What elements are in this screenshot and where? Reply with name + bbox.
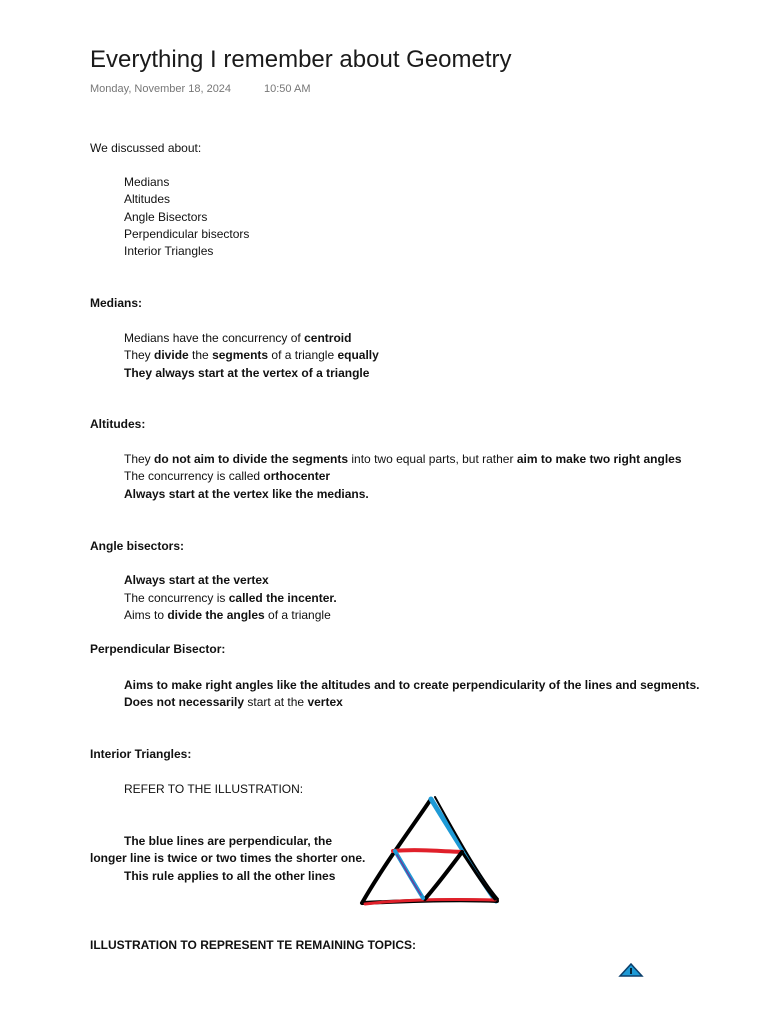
angle-bisectors-line-1: Always start at the vertex: [124, 573, 269, 587]
interior-triangle-drawing: [355, 793, 505, 911]
perpendicular-bisector-line-1: Aims to make right angles like the altitudes and to create perpendicularity of the lines and segments.: [124, 678, 700, 692]
medians-line-1: [124, 330, 351, 346]
perpendicular-bisector-line-2: [124, 694, 343, 710]
text-run-bold: do not aim to divide the segments: [154, 452, 349, 466]
midsegment-red-line: [393, 850, 462, 852]
refer-illustration-text: REFER TO THE ILLUSTRATION:: [124, 782, 304, 796]
text-run: start at the: [244, 695, 308, 709]
altitudes-line-1: [124, 451, 682, 467]
remaining-topics-heading: ILLUSTRATION TO REPRESENT TE REMAINING TOPICS:: [90, 938, 417, 952]
text-run: of a triangle: [264, 608, 331, 622]
partial-triangle-drawing: [618, 962, 644, 978]
inner-purple-line: [397, 855, 421, 895]
altitudes-line-3: Always start at the vertex like the medians.: [124, 487, 369, 501]
medians-line-3: They always start at the vertex of a triangle: [124, 366, 370, 380]
altitudes-line-2: [124, 468, 330, 484]
topic-item: Medians: [124, 175, 170, 189]
text-run-bold: called the incenter.: [228, 591, 337, 605]
text-run-bold: orthocenter: [263, 469, 331, 483]
interior-triangles-heading: Interior Triangles:: [90, 747, 192, 761]
text-run-bold: aim to make two right angles: [516, 452, 682, 466]
intro-heading: We discussed about:: [90, 141, 202, 155]
medians-heading: Medians:: [90, 296, 143, 310]
text-run: The concurrency is called: [124, 469, 264, 483]
perpendicular-bisector-heading: Perpendicular Bisector:: [90, 642, 226, 656]
page-time: 10:50 AM: [264, 83, 311, 95]
text-run: into two equal parts, but rather: [348, 452, 517, 466]
text-run-bold: divide the angles: [167, 608, 265, 622]
angle-bisectors-line-3: [124, 607, 331, 623]
topic-item: Interior Triangles: [124, 244, 214, 258]
angle-bisectors-line-2: [124, 590, 337, 606]
topic-item: Angle Bisectors: [124, 210, 208, 224]
text-run: They: [124, 348, 155, 362]
text-run: The concurrency is: [124, 591, 229, 605]
text-run-bold: centroid: [304, 331, 352, 345]
page-date: Monday, November 18, 2024: [90, 83, 232, 95]
triangle-right-outline-line: [435, 797, 498, 899]
inner-black-line: [425, 852, 462, 899]
text-run: Aims to: [124, 608, 168, 622]
interior-note-2: longer line is twice or two times the shorter one.: [90, 851, 366, 865]
text-run: the: [188, 348, 213, 362]
text-run-bold: segments: [212, 348, 269, 362]
text-run: Medians have the concurrency of: [124, 331, 305, 345]
interior-note-1: The blue lines are perpendicular, the: [124, 834, 333, 848]
text-run-bold: equally: [337, 348, 379, 362]
interior-note-3: This rule applies to all the other lines: [124, 869, 336, 883]
topic-item: Altitudes: [124, 192, 171, 206]
text-run-bold: divide: [154, 348, 189, 362]
page-title: Everything I remember about Geometry: [90, 46, 512, 73]
text-run-bold: vertex: [307, 695, 343, 709]
altitudes-heading: Altitudes:: [90, 417, 146, 431]
text-run: They: [124, 452, 155, 466]
inner-right-black-line: [462, 852, 495, 899]
text-run: of a triangle: [268, 348, 338, 362]
text-run-bold: Does not necessarily: [124, 695, 245, 709]
medians-line-2: [124, 347, 379, 363]
angle-bisectors-heading: Angle bisectors:: [90, 539, 185, 553]
topic-item: Perpendicular bisectors: [124, 227, 250, 241]
